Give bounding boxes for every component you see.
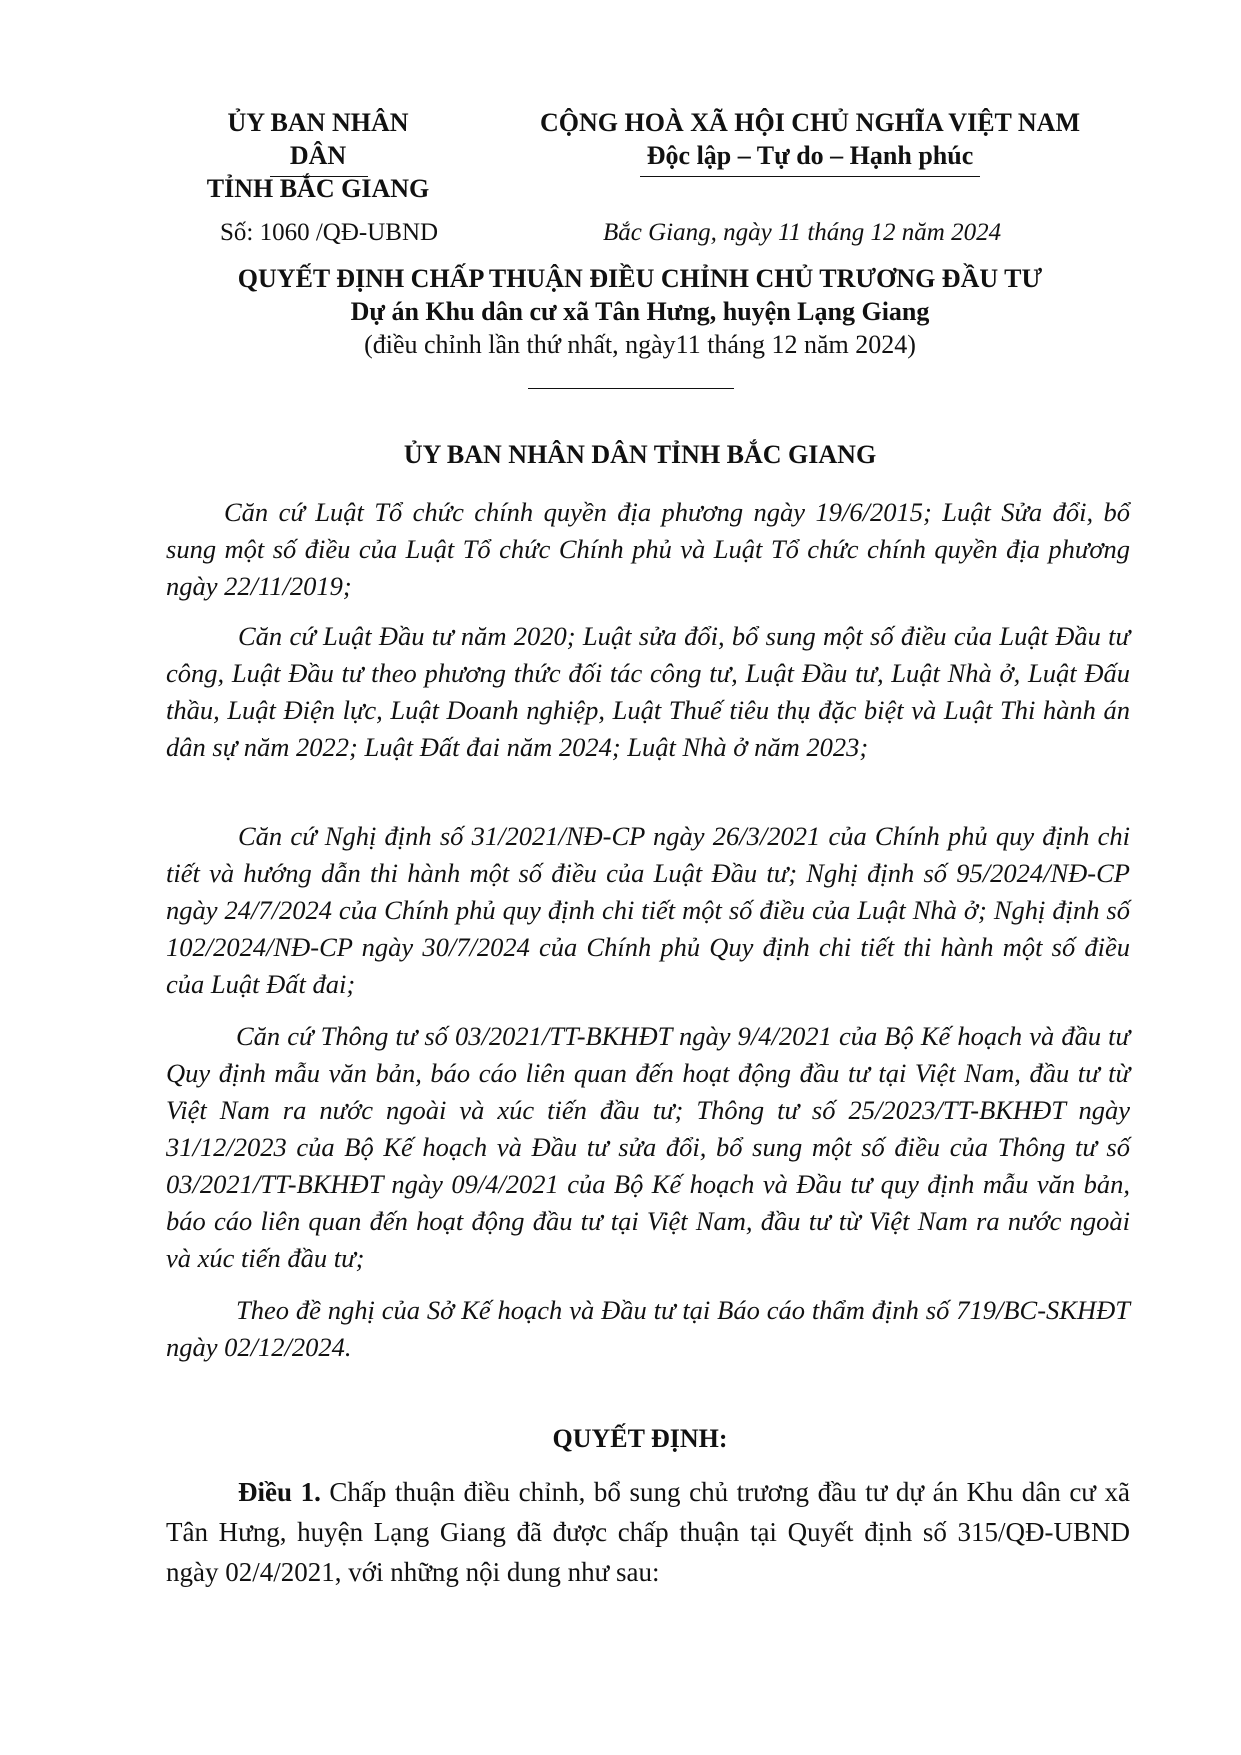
preamble-text-5: Theo đề nghị của Sở Kế hoạch và Đầu tư tại Báo cáo thẩm định số 719/BC-SKHĐT ngày 02/12/2024. — [166, 1295, 1130, 1362]
preamble-text-2: Căn cứ Luật Đầu tư năm 2020; Luật sửa đổi, bổ sung một số điều của Luật Đầu tư công, Luật Đầu tư theo phương thức đối tác công tư, Luật Đầu tư, Luật Nhà ở, Luật Đấu thầu, Luật Điện lực, Luật Doanh nghiệp, Luật Thuế tiêu thụ đặc biệt và Luật Thi hành án dân sự năm 2022; Luật Đất đai năm 2024; Luật Nhà ở năm 2023; — [166, 621, 1130, 762]
preamble-para-4 — [166, 1018, 1130, 1277]
article-1-text: Chấp thuận điều chỉnh, bổ sung chủ trương đầu tư dự án Khu dân cư xã Tân Hưng, huyện Lạng Giang đã được chấp thuận tại Quyết định số 315/QĐ-UBND ngày 02/4/2021, với những nội dung như sau: — [166, 1477, 1130, 1587]
agency-name-line1: ỦY BAN NHÂN DÂN — [227, 108, 409, 170]
national-motto-block — [490, 106, 1130, 172]
decision-heading: QUYẾT ĐỊNH: — [552, 1424, 728, 1453]
agency-block — [200, 106, 436, 205]
place-and-date: Bắc Giang, ngày 11 tháng 12 năm 2024 — [603, 219, 1002, 246]
preamble-text-3: Căn cứ Nghị định số 31/2021/NĐ-CP ngày 26/3/2021 của Chính phủ quy định chi tiết và hướng dẫn thi hành một số điều của Luật Đầu tư; Nghị định số 95/2024/NĐ-CP ngày 24/7/2024 của Chính phủ quy định chi tiết một số điều của Luật Nhà ở; Nghị định số 102/2024/NĐ-CP ngày 30/7/2024 của Chính phủ Quy định chi tiết thi hành một số điều của Luật Đất đai; — [166, 821, 1130, 999]
motto: Độc lập – Tự do – Hạnh phúc — [646, 141, 974, 170]
title-line2: Dự án Khu dân cư xã Tân Hưng, huyện Lạng Giang — [350, 297, 930, 326]
article-1 — [166, 1472, 1130, 1592]
preamble-text-4: Căn cứ Thông tư số 03/2021/TT-BKHĐT ngày 9/4/2021 của Bộ Kế hoạch và đầu tư Quy định mẫu văn bản, báo cáo liên quan đến hoạt động đầu tư tại Việt Nam, đầu tư từ Việt Nam ra nước ngoài và xúc tiến đầu tư; Thông tư số 25/2023/TT-BKHĐT ngày 31/12/2023 của Bộ Kế hoạch và Đầu tư sửa đổi, bổ sung một số điều của Thông tư số 03/2021/TT-BKHĐT ngày 09/4/2021 của Bộ Kế hoạch và Đầu tư quy định mẫu văn bản, báo cáo liên quan đến hoạt động đầu tư tại Việt Nam, đầu tư từ Việt Nam ra nước ngoài và xúc tiến đầu tư; — [166, 1021, 1130, 1273]
preamble-text-1: Căn cứ Luật Tổ chức chính quyền địa phương ngày 19/6/2015; Luật Sửa đổi, bổ sung một số điều của Luật Tổ chức Chính phủ và Luật Tổ chức chính quyền địa phương ngày 22/11/2019; — [166, 497, 1130, 601]
motto-underline — [640, 176, 980, 177]
issuer-heading: ỦY BAN NHÂN DÂN TỈNH BẮC GIANG — [403, 440, 877, 469]
article-1-label: Điều 1. — [238, 1477, 321, 1507]
title-line3: (điều chỉnh lần thứ nhất, ngày11 tháng 12 năm 2024) — [364, 330, 916, 359]
preamble-para-3 — [166, 818, 1130, 1003]
preamble-para-1 — [166, 494, 1130, 605]
document-number: Số: 1060 /QĐ-UBND — [220, 219, 439, 246]
preamble-para-2 — [166, 618, 1130, 766]
country-name: CỘNG HOÀ XÃ HỘI CHỦ NGHĨA VIỆT NAM — [539, 108, 1081, 137]
title-line1: QUYẾT ĐỊNH CHẤP THUẬN ĐIỀU CHỈNH CHỦ TRƯƠNG ĐẦU TƯ — [237, 264, 1043, 293]
agency-underline — [270, 176, 368, 177]
preamble-para-5 — [166, 1292, 1130, 1366]
title-underline — [528, 388, 734, 389]
document-title — [140, 262, 1140, 361]
agency-name-line2: TỈNH BẮC GIANG — [206, 174, 430, 203]
